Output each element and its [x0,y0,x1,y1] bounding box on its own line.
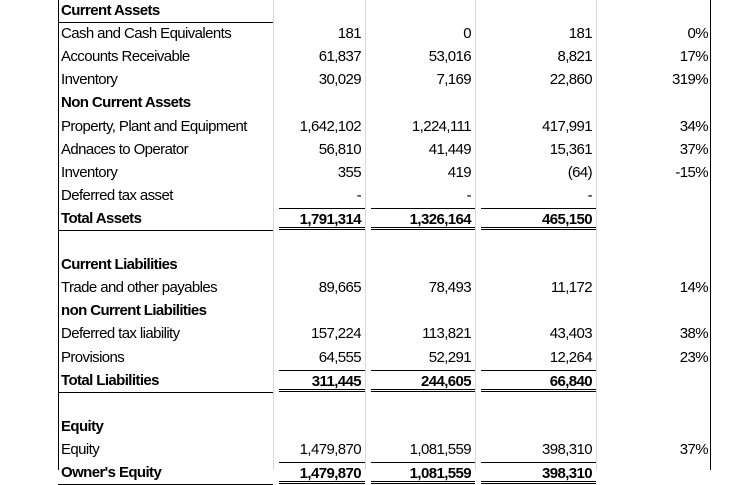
percent-change [596,370,710,393]
value-col-2 [365,416,475,439]
table-row [0,277,739,300]
value-col-2: 1,326,164 [371,208,475,230]
percent-change [596,393,710,416]
table-row [0,300,739,323]
value-col-3: 398,310 [481,462,596,484]
value-col-2: 244,605 [371,370,475,392]
value-col-2: 1,224,111 [411,117,471,135]
value-col-2: 1,081,559 [409,440,471,458]
table-row [0,0,739,23]
value-col-2 [365,254,475,277]
percent-change: 14% [679,279,708,297]
value-col-1 [273,92,365,115]
row-label: Deferred tax liability [61,325,180,343]
value-col-2 [365,92,475,115]
row-label: Equity [61,440,100,458]
value-col-2: 419 [447,163,471,181]
row-label: Deferred tax asset [61,186,173,204]
value-col-1 [273,300,365,323]
value-col-2: 41,449 [428,140,471,158]
value-col-1: - [356,186,361,204]
value-col-3 [475,92,596,115]
row-label: non Current Liabilities [61,302,207,320]
row-label: Current Liabilities [61,256,178,274]
table-row [0,185,739,208]
value-col-3: 398,310 [541,440,592,458]
row-label: Current Assets [61,2,160,19]
table-row [0,23,739,46]
percent-change [596,462,710,485]
value-col-2 [365,300,475,323]
value-col-3 [475,416,596,439]
percent-change: 17% [679,48,708,66]
value-col-1: 1,479,870 [299,440,361,458]
value-col-3: 8,821 [557,48,592,66]
percent-change: 319% [672,71,708,89]
table-row [0,370,739,393]
value-col-3: 43,403 [549,325,592,343]
percent-change [596,208,710,231]
value-col-3 [475,254,596,277]
value-col-2: 78,493 [428,279,471,297]
row-label: Non Current Assets [61,94,191,112]
percent-change: 0% [687,25,708,43]
value-col-2: 7,169 [436,71,471,89]
value-col-2: 52,291 [428,348,471,366]
value-col-3 [475,0,596,23]
table-row [0,416,739,439]
percent-change [596,254,710,277]
value-col-3: - [587,186,592,204]
value-col-1: 355 [337,163,361,181]
value-col-1: 1,479,870 [279,462,365,484]
value-col-2: 53,016 [428,48,471,66]
row-label: Total Liabilities [61,371,159,389]
percent-change: 38% [679,325,708,343]
value-col-1: 61,837 [318,48,361,66]
table-row [0,323,739,346]
value-col-3: 181 [568,25,592,43]
value-col-3: 465,150 [481,208,596,230]
percent-change: 23% [679,348,708,366]
percent-change [596,416,710,439]
value-col-2 [365,393,475,416]
value-col-1: 1,791,314 [279,208,365,230]
value-col-2: 1,081,559 [371,462,475,484]
row-label: Accounts Receivable [61,48,190,66]
percent-change [596,0,710,23]
percent-change [596,231,710,254]
value-col-1: 56,810 [318,140,361,158]
row-label: Adnaces to Operator [61,140,189,158]
value-col-1 [273,393,365,416]
value-col-2 [365,0,475,23]
percent-change: 34% [679,117,708,135]
value-col-1: 181 [337,25,361,43]
value-col-1: 311,445 [279,370,365,392]
table-row [0,116,739,139]
table-row [0,139,739,162]
table-row [0,92,739,115]
row-label: Provisions [61,348,125,366]
value-col-2 [365,231,475,254]
value-col-1 [273,254,365,277]
row-label: Cash and Cash Equivalents [61,25,232,43]
row-label: Trade and other payables [61,279,217,297]
value-col-3: (64) [567,163,592,181]
value-col-1: 89,665 [318,279,361,297]
value-col-2: 0 [463,25,471,43]
value-col-3: 12,264 [549,348,592,366]
table-row [0,208,739,231]
percent-change: 37% [679,140,708,158]
row-label: Equity [61,417,104,435]
value-col-3: 22,860 [549,71,592,89]
percent-change [596,300,710,323]
value-col-3: 417,991 [541,117,592,135]
percent-change [596,185,710,208]
table-row [0,462,739,485]
row-label: Owner's Equity [61,464,162,481]
value-col-1 [273,231,365,254]
value-col-1: 157,224 [310,325,361,343]
percent-change: 37% [679,440,708,458]
table-row [0,162,739,185]
value-col-3: 11,172 [550,279,592,297]
row-label: Inventory [61,163,118,181]
table-row [0,46,739,69]
value-col-1 [273,416,365,439]
row-label [59,231,275,254]
value-col-3 [475,300,596,323]
value-col-1 [273,0,365,23]
value-col-1: 1,642,102 [299,117,361,135]
percent-change [596,92,710,115]
row-label: Inventory [61,71,118,89]
value-col-3 [475,393,596,416]
table-row [0,393,739,416]
value-col-1: 64,555 [318,348,361,366]
table-row [0,254,739,277]
value-col-2: 113,821 [422,325,471,343]
table-row [0,69,739,92]
value-col-2: - [466,186,471,204]
row-label: Property, Plant and Equipment [61,117,247,135]
row-label [59,393,275,416]
value-col-1: 30,029 [318,71,361,89]
row-label: Total Assets [61,209,142,227]
percent-change: -15% [675,163,708,181]
value-col-3: 15,361 [549,140,592,158]
table-row [0,231,739,254]
value-col-3 [475,231,596,254]
table-row [0,347,739,370]
value-col-3: 66,840 [481,370,596,392]
table-row [0,439,739,462]
